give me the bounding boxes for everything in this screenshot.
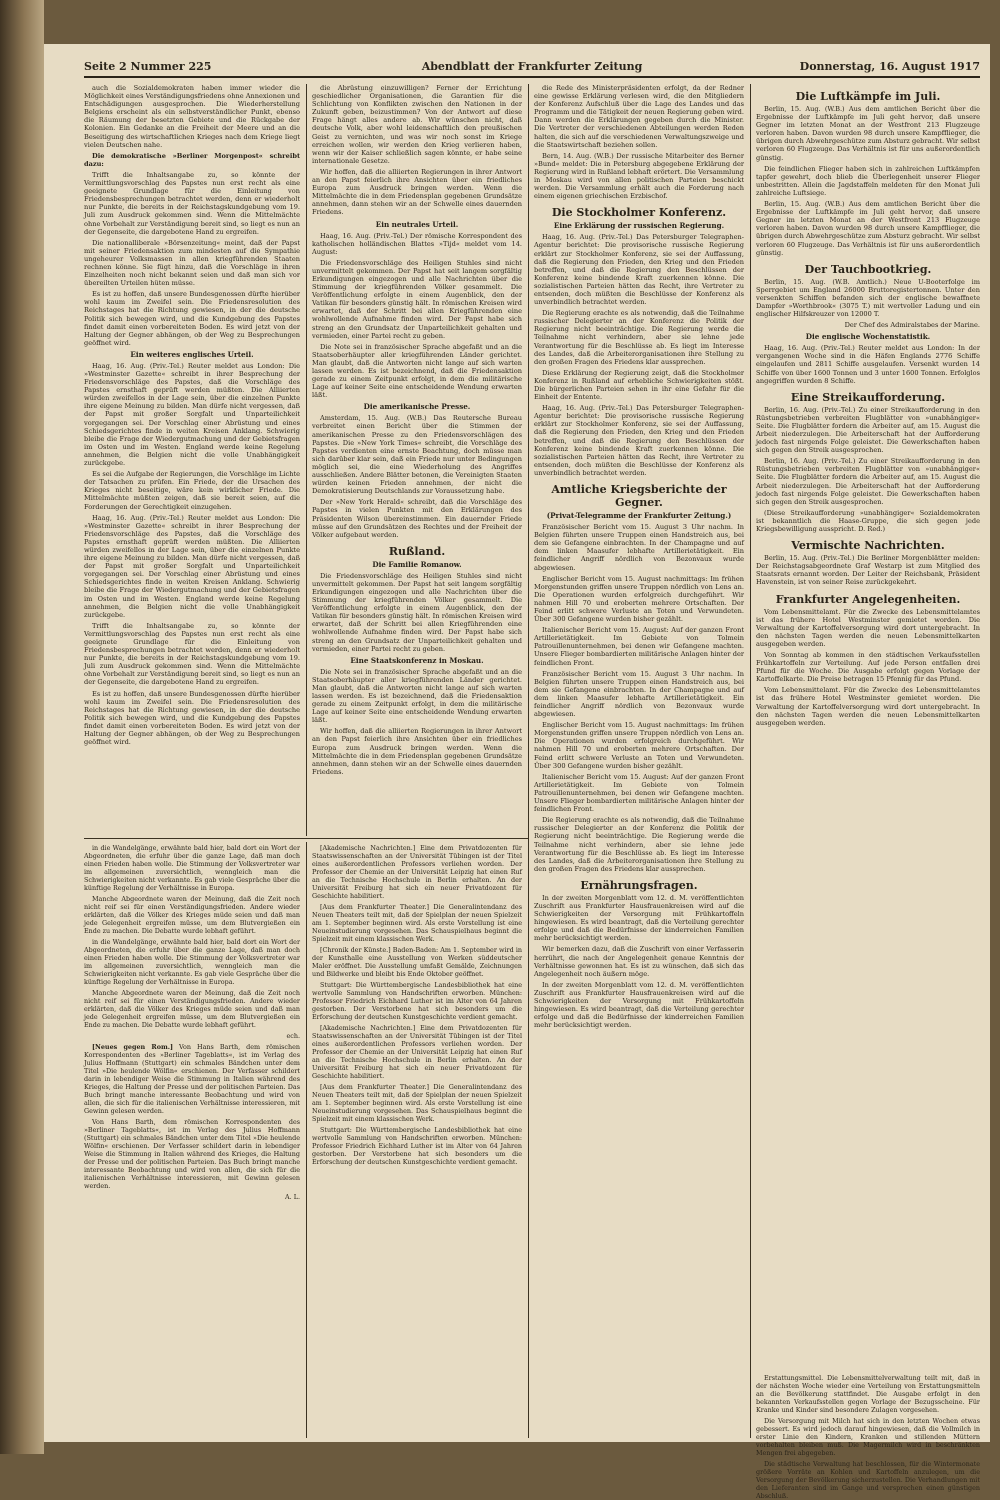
column-rule	[306, 84, 307, 836]
paragraph: Die Friedensvorschläge des Heiligen Stuhles sind nicht unvermittelt gekommen. Der Papst hat seit langem sorgfältig Erkundigungen eingezogen und alle Nachrichten über die Stimmung der kriegführenden Völker gesammelt. Die Veröffentlichung erfolgte in einem Augenblick, den der Vatikan für besonders günstig hält. In römischen Kreisen wird erwartet, daß der Schritt bei allen Kriegführenden eine wohlwollende Aufnahme finden wird. Der Papst habe sich streng an den Grundsatz der Unparteilichkeit gehalten und vermieden, einer Partei recht zu geben.	[312, 258, 522, 340]
section-subheading: Die englische Wochenstatistik.	[805, 332, 931, 342]
paragraph: Haag, 16. Aug. (Priv.-Tel.) Reuter meldet aus London: Die »Westminster Gazette« schreibt in ihrer Besprechung der Friedensvorschläge des Papstes, daß die Vorschläge des Papstes ernsthaft geprüft werden müßten. Die Alliierten würden zweifellos in der Lage sein, über die einzelnen Punkte ihre eigene Meinung zu bilden. Man dürfe nicht vergessen, daß der Papst mit großer Sorgfalt und Unparteilichkeit vorgegangen sei. Der Vorschlag einer Abrüstung und eines Schiedsgerichtes finde in weiten Kreisen Anklang. Schwierig bleibe die Frage der Wiedergutmachung und der Gebietsfragen im Osten und im Westen. England werde keine Regelung annehmen, die Belgien nicht die volle Unabhängigkeit zurückgebe.	[84, 513, 300, 619]
paragraph: in die Wandelgänge, erwähnte bald hier, bald dort ein Wort der Abgeordneten, die erfuhr über die ganze Lage, daß man doch einen Frieden haben wolle. Die Stimmung der Volksvertreter war im allgemeinen zuversichtlich, wenngleich man die Schwierigkeiten nicht verkannte. Es gab viele Gespräche über die künftige Regelung der Verhältnisse in Europa.	[84, 844, 300, 892]
paragraph: Trifft die Inhaltsangabe zu, so könnte der Vermittlungsvorschlag des Papstes nun erst recht als eine geeignete Grundlage für die Einleitung von Friedensbesprechungen betrachtet werden, denn er wiederholt nur Punkte, die bereits in der Reichstagskundgebung vom 19. Juli zum Ausdruck gekommen sind. Wenn die Mittelmächte ohne Vorbehalt zur Verständigung bereit sind, so liegt es nun an der Gegenseite, die dargebotene Hand zu ergreifen.	[84, 621, 300, 687]
paragraph: Stuttgart: Die Württembergische Landesbibliothek hat eine wertvolle Sammlung von Handschriften erworben. München: Professor Friedrich Eichhard Luther ist im Alter von 64 Jahren gestorben. Der Verstorbene hat sich besonders um die Erforschung der deutschen Kunstgeschichte verdient gemacht.	[312, 981, 522, 1021]
paragraph: Der »New York Herald« schreibt, daß die Vorschläge des Papstes in vielen Punkten mit den Erklärungen des Präsidenten Wilson übereinstimmen. Ein dauernder Friede müsse auf den Grundsätzen des Rechtes und der Freiheit der Völker aufgebaut werden.	[312, 498, 522, 539]
column-2	[312, 84, 522, 834]
paragraph: in die Wandelgänge, erwähnte bald hier, bald dort ein Wort der Abgeordneten, die erfuhr über die ganze Lage, daß man doch einen Frieden haben wolle. Die Stimmung der Volksvertreter war im allgemeinen zuversichtlich, wenngleich man die Schwierigkeiten nicht verkannte. Es gab viele Gespräche über die künftige Regelung der Verhältnisse in Europa.	[84, 938, 300, 986]
column-rule	[750, 84, 751, 1438]
paragraph: In der zweiten Morgenblatt vom 12. d. M. veröffentlichten Zuschrift aus Frankfurter Hausfrauenkreisen wird auf die Schwierigkeiten der Versorgung mit Frühkartoffeln hingewiesen. Es wird beantragt, daß die Verteilung gerechter erfolge und daß die Bedürfnisse der kinderreichen Familien mehr berücksichtigt werden.	[534, 980, 744, 1030]
section-heading: Die Stockholmer Konferenz.	[551, 206, 727, 220]
quote-heading: Die demokratische »Berliner Morgenpost« schreibt dazu:	[84, 151, 300, 168]
section-heading: Ein weiteres englisches Urteil.	[130, 349, 254, 359]
lower-column-2	[312, 844, 522, 1438]
paragraph: Von Hans Barth, dem römischen Korrespondenten des »Berliner Tageblatts«, ist im Verlag des Julius Hoffmann (Stuttgart) ein schmales Bändchen unter dem Titel »Die heulende Wölfin« erschienen. Der Verfasser schildert darin in lebendiger Weise die Stimmung in Italien während des Krieges, die Haltung der Presse und der politischen Parteien. Das Buch bringt manche interessante Beobachtung und wird von allen, die sich für die italienischen Verhältnisse interessieren, mit Gewinn gelesen werden.	[84, 1118, 300, 1190]
paragraph: Französischer Bericht vom 15. August 3 Uhr nachm. In Belgien führten unsere Truppen einen Handstreich aus, bei dem sie Gefangene einbrachten. In der Champagne und auf dem linken Maasufer lebhafte Artillerietätigkeit. Ein feindlicher Angriff nördlich von Bezonvaux wurde abgewiesen.	[534, 523, 744, 572]
paragraph: Trifft die Inhaltsangabe zu, so könnte der Vermittlungsvorschlag des Papstes nun erst recht als eine geeignete Grundlage für die Einleitung von Friedensbesprechungen betrachtet werden, denn er wiederholt nur Punkte, die bereits in der Reichstagskundgebung vom 19. Juli zum Ausdruck gekommen sind. Wenn die Mittelmächte ohne Vorbehalt zur Verständigung bereit sind, so liegt es nun an der Gegenseite, die dargebotene Hand zu ergreifen.	[84, 170, 300, 236]
paragraph: Die Note sei in französischer Sprache abgefaßt und an die Staatsoberhäupter aller kriegführenden Länder gerichtet. Man glaubt, daß die Antworten nicht lange auf sich warten lassen werden. Es ist bezeichnend, daß die Friedensaktion gerade zu einem Zeitpunkt erfolgt, in dem die militärische Lage auf keiner Seite eine entscheidende Wendung erwarten läßt.	[312, 667, 522, 725]
column-4	[756, 84, 980, 1434]
paragraph: Berlin, 15. Aug. (W.B.) Aus dem amtlichen Bericht über die Ergebnisse der Luftkämpfe im Juli geht hervor, daß unsere Gegner im letzten Monat an der Westfront 213 Flugzeuge verloren haben. Davon wurden 98 durch unsere Kampfflieger, die übrigen durch Abwehrgeschütze zum Absturz gebracht. Wir selbst verloren 60 Flugzeuge. Das Verhältnis ist für uns außerordentlich günstig.	[756, 105, 980, 162]
paragraph: Amsterdam, 15. Aug. (W.B.) Das Reutersche Bureau verbreitet einen Bericht über die Stimmen der amerikanischen Presse zu den Friedensvorschlägen des Papstes. Die »New York Times« schreibt, die Vorschläge des Papstes verdienten eine ernste Beachtung, doch müsse man sich darüber klar sein, daß ein Friede nur unter Bedingungen möglich sei, die eine Wiederholung des Angriffes ausschließen. Andere Blätter betonen, die Vereinigten Staaten würden keinen Frieden annehmen, der nicht die Demokratisierung Deutschlands zur Voraussetzung habe.	[312, 414, 522, 496]
paragraph: [Chronik der Künste.] Baden-Baden: Am 1. September wird in der Kunsthalle eine Ausstellung von Werken süddeutscher Maler eröffnet. Die Ausstellung umfaßt Gemälde, Zeichnungen und Bildwerke und bleibt bis Ende Oktober geöffnet.	[312, 946, 522, 978]
paragraph: Vom Lebensmittelamt. Für die Zwecke des Lebensmittelamtes ist das frühere Hotel Westminster gemietet worden. Die Verwaltung der Kartoffelversorgung wird dort untergebracht. In den nächsten Tagen werden die neuen Lebensmittelkarten ausgegeben werden.	[756, 686, 980, 727]
paragraph: Die nationalliberale »Börsenzeitung« meint, daß der Papst mit seiner Friedensaktion zum mindesten auf die Sympathie ungeheurer Volksmassen in allen kriegführenden Staaten rechnen könne. Sie fügt hinzu, daß die Vorschläge in ihren Einzelheiten noch nicht bekannt seien und daß man sich vor übereilten Urteilen hüten müsse.	[84, 238, 300, 288]
paragraph: Wir bemerken dazu, daß die Zuschrift von einer Verfasserin herrührt, die nach der Angelegenheit genaue Kenntnis der Verhältnisse gewonnen hat. Es ist zu wünschen, daß sich das Angelegenheit noch äußern möge.	[534, 945, 744, 978]
section-subheading: Die Familie Romanow.	[372, 559, 462, 569]
paragraph: Berlin, 15. Aug. (W.B. Amtlich.) Neue U-Booterfolge im Sperrgebiet um England 26000 Bruttoregistertonnen. Unter den versenkten Schiffen befanden sich der englische bewaffnete Dampfer »Worthbrook« (3075 T.) mit wertvoller Ladung und ein englischer Hilfskreuzer von 12000 T.	[756, 277, 980, 319]
paragraph: [Aus dem Frankfurter Theater.] Die Generalintendanz des Neuen Theaters teilt mit, daß der Spielplan der neuen Spielzeit am 1. September beginnen wird. Als erste Vorstellung ist eine Neueinstudierung vorgesehen. Das Schauspielhaus beginnt die Spielzeit mit einem klassischen Werk.	[312, 903, 522, 943]
paragraph: Wir hoffen, daß die alliierten Regierungen in ihrer Antwort an den Papst feierlich ihre Ansichten über ein friedliches Europa zum Ausdruck bringen werden. Wenn die Mittelmächte die in dem Friedensplan gegebenen Grundsätze annehmen, dann stehen wir an der Schwelle eines dauernden Friedens.	[312, 167, 522, 217]
paragraph: [Akademische Nachrichten.] Eine dem Privatdozenten für Staatswissenschaften an der Universität Tübingen ist der Titel eines außerordentlichen Professors verliehen worden. Der Professor der Chemie an der Universität Leipzig hat einen Ruf an die Technische Hochschule in Berlin erhalten. An der Universität Freiburg hat sich ein neuer Privatdozent für Geschichte habilitiert.	[312, 1024, 522, 1080]
page-number: Seite 2 Nummer 225	[84, 60, 212, 73]
paragraph: (Diese Streikaufforderung »unabhängiger« Sozialdemokraten ist bekanntlich die Haase-Gruppe, die sich gegen jede Kriegsbewilligung ausspricht. D. Red.)	[756, 508, 980, 534]
paragraph: Die Regierung erachte es als notwendig, daß die Teilnahme russischer Delegierter an der Konferenz die Politik der Regierung nicht beeinträchtige. Die Regierung werde die Teilnahme nicht verhindern, aber sie lehne jede Verantwortung für die Beschlüsse ab. Es liegt im Interesse des Landes, daß die Arbeiterorganisationen ihre Stellung zu den großen Fragen des Friedens klar aussprechen.	[534, 309, 744, 366]
paragraph: Es ist zu hoffen, daß unsere Bundesgenossen dürfte hierüber wohl kaum im Zweifel sein. Die Friedensresolution des Reichstages hat die Richtung gewiesen, in der die deutsche Politik sich bewegen wird, und die Kundgebung des Papstes findet damit einen vorbereiteten Boden. Es wird jetzt von der Haltung der Gegner abhängen, ob der Weg zu Besprechungen geöffnet wird.	[84, 290, 300, 347]
paragraph: Haag, 16. Aug. (Priv.-Tel.) Reuter meldet aus London: Die »Westminster Gazette« schreibt in ihrer Besprechung der Friedensvorschläge des Papstes, daß die Vorschläge des Papstes ernsthaft geprüft werden müßten. Die Alliierten würden zweifellos in der Lage sein, über die einzelnen Punkte ihre eigene Meinung zu bilden. Man dürfe nicht vergessen, daß der Papst mit großer Sorgfalt und Unparteilichkeit vorgegangen sei. Der Vorschlag einer Abrüstung und eines Schiedsgerichtes finde in weiten Kreisen Anklang. Schwierig bleibe die Frage der Wiedergutmachung und der Gebietsfragen im Osten und im Westen. England werde keine Regelung annehmen, die Belgien nicht die volle Unabhängigkeit zurückgebe.	[84, 361, 300, 468]
book-binding-edge	[0, 0, 44, 1454]
section-heading: Die amerikanische Presse.	[363, 402, 471, 412]
column-rule	[528, 84, 529, 1438]
section-subheading: (Privat-Telegramme der Frankfurter Zeitung.)	[546, 511, 732, 521]
paragraph: Es sei die Aufgabe der Regierungen, die Vorschläge im Lichte der Tatsachen zu prüfen. Ein Friede, der die Ursachen des Krieges nicht beseitige, wäre kein wirklicher Friede. Die Mittelmächte müßten zeigen, daß sie bereit seien, auf die Forderungen der Gerechtigkeit einzugehen.	[84, 470, 300, 511]
signature: A. L.	[285, 1193, 300, 1201]
paragraph: Haag, 16. Aug. (Priv.-Tel.) Reuter meldet aus London: In der vergangenen Woche sind in die Häfen Englands 2776 Schiffe eingelaufen und 2811 Schiffe ausgelaufen. Versenkt wurden 14 Schiffe von über 1600 Tonnen und 3 unter 1600 Tonnen. Erfolglos angegriffen wurden 8 Schiffe.	[756, 344, 980, 385]
paragraph: [Akademische Nachrichten.] Eine dem Privatdozenten für Staatswissenschaften an der Universität Tübingen ist der Titel eines außerordentlichen Professors verliehen worden. Der Professor der Chemie an der Universität Leipzig hat einen Ruf an die Technische Hochschule in Berlin erhalten. An der Universität Freiburg hat sich ein neuer Privatdozent für Geschichte habilitiert.	[312, 844, 522, 900]
item-heading: [Neues gegen Rom.]	[92, 1043, 173, 1051]
paragraph: Von Sonntag ab kommen in den städtischen Verkaufsstellen Frühkartoffeln zur Verteilung. Auf jede Person entfallen drei Pfund für die Woche. Die Ausgabe erfolgt gegen Vorlage der Kartoffelkarte. Die Preise betragen 15 Pfennig für das Pfund.	[756, 650, 980, 684]
paragraph: Diese Erklärung der Regierung zeigt, daß die Stockholmer Konferenz in Rußland auf erhebliche Schwierigkeiten stößt. Die bürgerlichen Parteien sehen in ihr eine Gefahr für die Einheit der Entente.	[534, 368, 744, 402]
paragraph: Es ist zu hoffen, daß unsere Bundesgenossen dürfte hierüber wohl kaum im Zweifel sein. Die Friedensresolution des Reichstages hat die Richtung gewiesen, in der die deutsche Politik sich bewegen wird, und die Kundgebung des Papstes findet damit einen vorbereiteten Boden. Es wird jetzt von der Haltung der Gegner abhängen, ob der Weg zu Besprechungen geöffnet wird.	[84, 689, 300, 747]
paragraph: Berlin, 15. Aug. (W.B.) Aus dem amtlichen Bericht über die Ergebnisse der Luftkämpfe im Juli geht hervor, daß unsere Gegner im letzten Monat an der Westfront 213 Flugzeuge verloren haben. Davon wurden 98 durch unsere Kampfflieger, die übrigen durch Abwehrgeschütze zum Absturz gebracht. Wir selbst verloren 60 Flugzeuge. Das Verhältnis ist für uns außerordentlich günstig.	[756, 200, 980, 257]
column-rule	[306, 842, 307, 1438]
signature: ech.	[286, 1032, 300, 1040]
paragraph: In der zweiten Morgenblatt vom 12. d. M. veröffentlichten Zuschrift aus Frankfurter Hausfrauenkreisen wird auf die Schwierigkeiten der Versorgung mit Frühkartoffeln hingewiesen. Es wird beantragt, daß die Verteilung gerechter erfolge und daß die Bedürfnisse der kinderreichen Familien mehr berücksichtigt werden.	[534, 893, 744, 943]
paragraph: Erstattungsmittel. Die Lebensmittelverwaltung teilt mit, daß in der nächsten Woche wieder eine Verteilung von Erstattungsmitteln an die Bevölkerung stattfindet. Die Ausgabe erfolgt in den bekannten Verkaufsstellen gegen Vorlage der Bezugsscheine. Für Kranke und Kinder sind besondere Zulagen vorgesehen.	[756, 1374, 980, 1414]
section-subheading: Eine Staatskonferenz in Moskau.	[350, 655, 484, 665]
newspaper-page	[44, 44, 990, 1500]
section-heading: Eine Streikaufforderung.	[790, 390, 946, 404]
paragraph	[84, 1043, 300, 1115]
section-heading: Vermischte Nachrichten.	[791, 539, 945, 553]
paragraph: Stuttgart: Die Württembergische Landesbibliothek hat eine wertvolle Sammlung von Handschriften erworben. München: Professor Friedrich Eichhard Luther ist im Alter von 64 Jahren gestorben. Der Verstorbene hat sich besonders um die Erforschung der deutschen Kunstgeschichte verdient gemacht.	[312, 1126, 522, 1166]
paragraph: Die Note sei in französischer Sprache abgefaßt und an die Staatsoberhäupter aller kriegführenden Länder gerichtet. Man glaubt, daß die Antworten nicht lange auf sich warten lassen werden. Es ist bezeichnend, daß die Friedensaktion gerade zu einem Zeitpunkt erfolgt, in dem die militärische Lage auf keiner Seite eine entscheidende Wendung erwarten läßt.	[312, 342, 522, 400]
paragraph: Englischer Bericht vom 15. August nachmittags: Im frühen Morgenstunden griffen unsere Truppen nördlich von Lens an. Die Operationen wurden erfolgreich durchgeführt. Wir nahmen Hill 70 und eroberten mehrere Ortschaften. Der Feind erlitt schwere Verluste an Toten und Verwundeten. Über 300 Gefangene wurden bisher gezählt.	[534, 721, 744, 770]
section-heading: Amtliche Kriegsberichte der Gegner.	[551, 483, 727, 510]
masthead-title: Abendblatt der Frankfurter Zeitung	[421, 60, 643, 73]
paragraph: Wir hoffen, daß die alliierten Regierungen in ihrer Antwort an den Papst feierlich ihre Ansichten über ein friedliches Europa zum Ausdruck bringen werden. Wenn die Mittelmächte die in dem Friedensplan gegebenen Grundsätze annehmen, dann stehen wir an der Schwelle eines dauernden Friedens.	[312, 727, 522, 776]
paragraph: auch die Sozialdemokraten haben immer wieder die Möglichkeit eines Verständigungsfriedens ohne Annexionen und Entschädigungen ausgesprochen. Die Wiederherstellung Belgiens erscheint als ein selbstverständlicher Punkt, ebenso die Räumung der besetzten Gebiete und die Rückgabe der Kolonien. Ein Gedanke an die Freiheit der Meere und an die Beseitigung des wirtschaftlichen Krieges nach dem Kriege liegt vielen Deutschen nahe.	[84, 84, 300, 149]
paragraph-body: Von Hans Barth, dem römischen Korrespondenten des »Berliner Tageblatts«, ist im Verlag des Julius Hoffmann (Stuttgart) ein schmales Bändchen unter dem Titel »Die heulende Wölfin« erschienen. Der Verfasser schildert darin in lebendiger Weise die Stimmung in Italien während des Krieges, die Haltung der Presse und der politischen Parteien. Das Buch bringt manche interessante Beobachtung und wird von allen, die sich für die italienischen Verhältnisse interessieren, mit Gewinn gelesen werden.	[84, 1043, 300, 1115]
column-3	[534, 84, 744, 1434]
paragraph: [Aus dem Frankfurter Theater.] Die Generalintendanz des Neuen Theaters teilt mit, daß der Spielplan der neuen Spielzeit am 1. September beginnen wird. Als erste Vorstellung ist eine Neueinstudierung vorgesehen. Das Schauspielhaus beginnt die Spielzeit mit einem klassischen Werk.	[312, 1083, 522, 1123]
section-heading: Ernährungsfragen.	[580, 878, 698, 892]
paragraph: Die städtische Verwaltung hat beschlossen, für die Wintermonate größere Vorräte an Kohlen und Kartoffeln anzulegen, um die Versorgung der Bevölkerung sicherzustellen. Die Verhandlungen mit den Lieferanten sind im Gange und versprechen einen günstigen Abschluß.	[756, 1460, 980, 1500]
paragraph: Manche Abgeordnete waren der Meinung, daß die Zeit noch nicht reif sei für einen Verständigungsfrieden. Andere wieder erklärten, daß die Völker des Krieges müde seien und daß man jede Gelegenheit ergreifen müsse, um dem Blutvergießen ein Ende zu machen. Die Debatte wurde lebhaft geführt.	[84, 989, 300, 1029]
section-heading: Ein neutrales Urteil.	[375, 219, 459, 229]
section-heading: Frankfurter Angelegenheiten.	[775, 592, 961, 606]
section-subheading: Eine Erklärung der russischen Regierung.	[553, 221, 725, 231]
paragraph: Vom Lebensmittelamt. Für die Zwecke des Lebensmittelamtes ist das frühere Hotel Westminster gemietet worden. Die Verwaltung der Kartoffelversorgung wird dort untergebracht. In den nächsten Tagen werden die neuen Lebensmittelkarten ausgegeben werden.	[756, 607, 980, 648]
paragraph: Englischer Bericht vom 15. August nachmittags: Im frühen Morgenstunden griffen unsere Truppen nördlich von Lens an. Die Operationen wurden erfolgreich durchgeführt. Wir nahmen Hill 70 und eroberten mehrere Ortschaften. Der Feind erlitt schwere Verluste an Toten und Verwundeten. Über 300 Gefangene wurden bisher gezählt.	[534, 574, 744, 624]
paragraph: Haag, 16. Aug. (Priv.-Tel.) Das Petersburger Telegraphen-Agentur berichtet: Die provisorische russische Regierung erklärt zur Stockholmer Konferenz, sie sei der Auffassung, daß die Regierung den Frieden, den Krieg und den Frieden betreffen, und daß die Regierung den Beschlüssen der Konferenz keine bindende Kraft zuerkennen könne. Die sozialistischen Parteien hätten das Recht, ihre Vertreter zu entsenden, doch müßten die Beschlüsse der Konferenz als unverbindlich betrachtet werden.	[534, 404, 744, 477]
section-heading: Die Luftkämpfe im Juli.	[795, 90, 941, 103]
paragraph: Die Versorgung mit Milch hat sich in den letzten Wochen etwas gebessert. Es wird jedoch darauf hingewiesen, daß die Vollmilch in erster Linie den Kindern, Kranken und stillenden Müttern vorbehalten bleiben muß. Die Magermilch wird in beschränkten Mengen frei abgegeben.	[756, 1417, 980, 1457]
paragraph: Bern, 14. Aug. (W.B.) Der russische Mitarbeiter des Berner »Bund« meldet: Die in Petersburg abgegebene Erklärung der Regierung wird in Rußland lebhaft erörtert. Die Versammlung in Moskau wird von allen politischen Parteien beschickt werden. Die Versammlung erhält auch die Forderung nach einem eigenen griechischen Erzbischof.	[534, 151, 744, 201]
page-header	[84, 58, 980, 78]
paragraph: Berlin, 16. Aug. (Priv.-Tel.) Zu einer Streikaufforderung in den Rüstungsbetrieben verbreiten Flugblätter von »unabhängiger« Seite. Die Flugblätter fordern die Arbeiter auf, am 15. August die Arbeit niederzulegen. Die Arbeiterschaft hat der Aufforderung jedoch fast nirgends Folge geleistet. Die Gewerkschaften haben sich gegen den Streik ausgesprochen.	[756, 405, 980, 455]
paragraph: Die Friedensvorschläge des Heiligen Stuhles sind nicht unvermittelt gekommen. Der Papst hat seit langem sorgfältig Erkundigungen eingezogen und alle Nachrichten über die Stimmung der kriegführenden Völker gesammelt. Die Veröffentlichung erfolgte in einem Augenblick, den der Vatikan für besonders günstig hält. In römischen Kreisen wird erwartet, daß der Schritt bei allen Kriegführenden eine wohlwollende Aufnahme finden wird. Der Papst habe sich streng an den Grundsatz der Unparteilichkeit gehalten und vermieden, einer Partei recht zu geben.	[312, 571, 522, 653]
column-1	[84, 84, 300, 834]
paragraph: Haag, 16. Aug. (Priv.-Tel.) Das Petersburger Telegraphen-Agentur berichtet: Die provisorische russische Regierung erklärt zur Stockholmer Konferenz, sie sei der Auffassung, daß die Regierung den Frieden, den Krieg und den Frieden betreffen, und daß die Regierung den Beschlüssen der Konferenz keine bindende Kraft zuerkennen könne. Die sozialistischen Parteien hätten das Recht, ihre Vertreter zu entsenden, doch müßten die Beschlüsse der Konferenz als unverbindlich betrachtet werden.	[534, 233, 744, 307]
issue-date: Donnerstag, 16. August 1917	[799, 60, 980, 73]
paragraph: Französischer Bericht vom 15. August 3 Uhr nachm. In Belgien führten unsere Truppen einen Handstreich aus, bei dem sie Gefangene einbrachten. In der Champagne und auf dem linken Maasufer lebhafte Artillerietätigkeit. Ein feindlicher Angriff nördlich von Bezonvaux wurde abgewiesen.	[534, 669, 744, 719]
paragraph: Berlin, 16. Aug. (Priv.-Tel.) Zu einer Streikaufforderung in den Rüstungsbetrieben verbreiten Flugblätter von »unabhängiger« Seite. Die Flugblätter fordern die Arbeiter auf, am 15. August die Arbeit niederzulegen. Die Arbeiterschaft hat der Aufforderung jedoch fast nirgends Folge geleistet. Die Gewerkschaften haben sich gegen den Streik ausgesprochen.	[756, 457, 980, 506]
col4-continuation	[756, 1374, 980, 1500]
section-heading-russia: Rußland.	[388, 544, 446, 558]
paragraph: Haag, 16. Aug. (Priv.-Tel.) Der römische Korrespondent des katholischen holländischen Blattes »Tijd« meldet vom 14. August:	[312, 231, 522, 256]
paragraph: die Rede des Ministerpräsidenten erfolgt, da der Redner eine gewisse Erklärung verlesen wird, die den Mitgliedern der Konferenz Aufschluß über die Lage des Landes und das Programm und die Tätigkeit der neuen Regierung geben wird. Dann werden die Erklärungen gegeben durch die Minister. Die Vertreter der verschiedenen Abteilungen werden Reden halten, die sich auf die verschiedenen Verwaltungszweige und die Staatswirtschaft beziehen sollen.	[534, 84, 744, 149]
paragraph: Die Regierung erachte es als notwendig, daß die Teilnahme russischer Delegierter an der Konferenz die Politik der Regierung nicht beeinträchtige. Die Regierung werde die Teilnahme nicht verhindern, aber sie lehne jede Verantwortung für die Beschlüsse ab. Es liegt im Interesse des Landes, daß die Arbeiterorganisationen ihre Stellung zu den großen Fragen des Friedens klar aussprechen.	[534, 816, 744, 873]
paragraph-signature: Der Chef des Admiralstabes der Marine.	[844, 321, 980, 330]
section-heading: Der Tauchbootkrieg.	[804, 262, 932, 276]
paragraph: Die feindlichen Flieger haben sich in zahlreichen Luftkämpfen tapfer gewehrt, doch blieb die Überlegenheit unserer Flieger unbestritten. Allein die Jagdstaffeln meldeten für den Monat Juli zahlreiche Luftsiege.	[756, 164, 980, 197]
paragraph: Italienischer Bericht vom 15. August: Auf der ganzen Front Artillerietätigkeit. Im Gebiete von Tolmein Patrouillenunternehmen, bei denen wir Gefangene machten. Unsere Flieger bombardierten militärische Anlagen hinter der feindlichen Front.	[534, 626, 744, 667]
paragraph: Italienischer Bericht vom 15. August: Auf der ganzen Front Artillerietätigkeit. Im Gebiete von Tolmein Patrouillenunternehmen, bei denen wir Gefangene machten. Unsere Flieger bombardierten militärische Anlagen hinter der feindlichen Front.	[534, 772, 744, 814]
paragraph: Berlin, 15. Aug. (Priv.-Tel.) Die Berliner Morgenblätter melden: Der Reichstagsabgeordnete Graf Westarp ist zum Mitglied des Staatsrats ernannt worden. Der Leiter der Reichsbank, Präsident Havenstein, ist von seiner Reise zurückgekehrt.	[756, 554, 980, 587]
paragraph: die Abrüstung einzuwilligen? Ferner der Errichtung geschiedlicher Organisationen, die Garantien für die Schlichtung von Konflikten zwischen den Nationen in der Zukunft geben, beizustimmen? Von der Antwort auf diese Frage hängt alles andere ab. Wir wünschen nicht, daß deutsche Volk, aber wohl leidenschaftlich den preußischen Geist zu vernichten, und was wir noch sonst im Kriege erreichen wollen, wir werden den Krieg verlieren haben, wenn wir der Kaiser schließlich sagen könnte, er habe seine internationale Gesetze.	[312, 84, 522, 165]
paragraph: Manche Abgeordnete waren der Meinung, daß die Zeit noch nicht reif sei für einen Verständigungsfrieden. Andere wieder erklärten, daß die Völker des Krieges müde seien und daß man jede Gelegenheit ergreifen müsse, um dem Blutvergießen ein Ende zu machen. Die Debatte wurde lebhaft geführt.	[84, 895, 300, 935]
lower-column-1	[84, 844, 300, 1438]
section-rule	[84, 838, 528, 839]
